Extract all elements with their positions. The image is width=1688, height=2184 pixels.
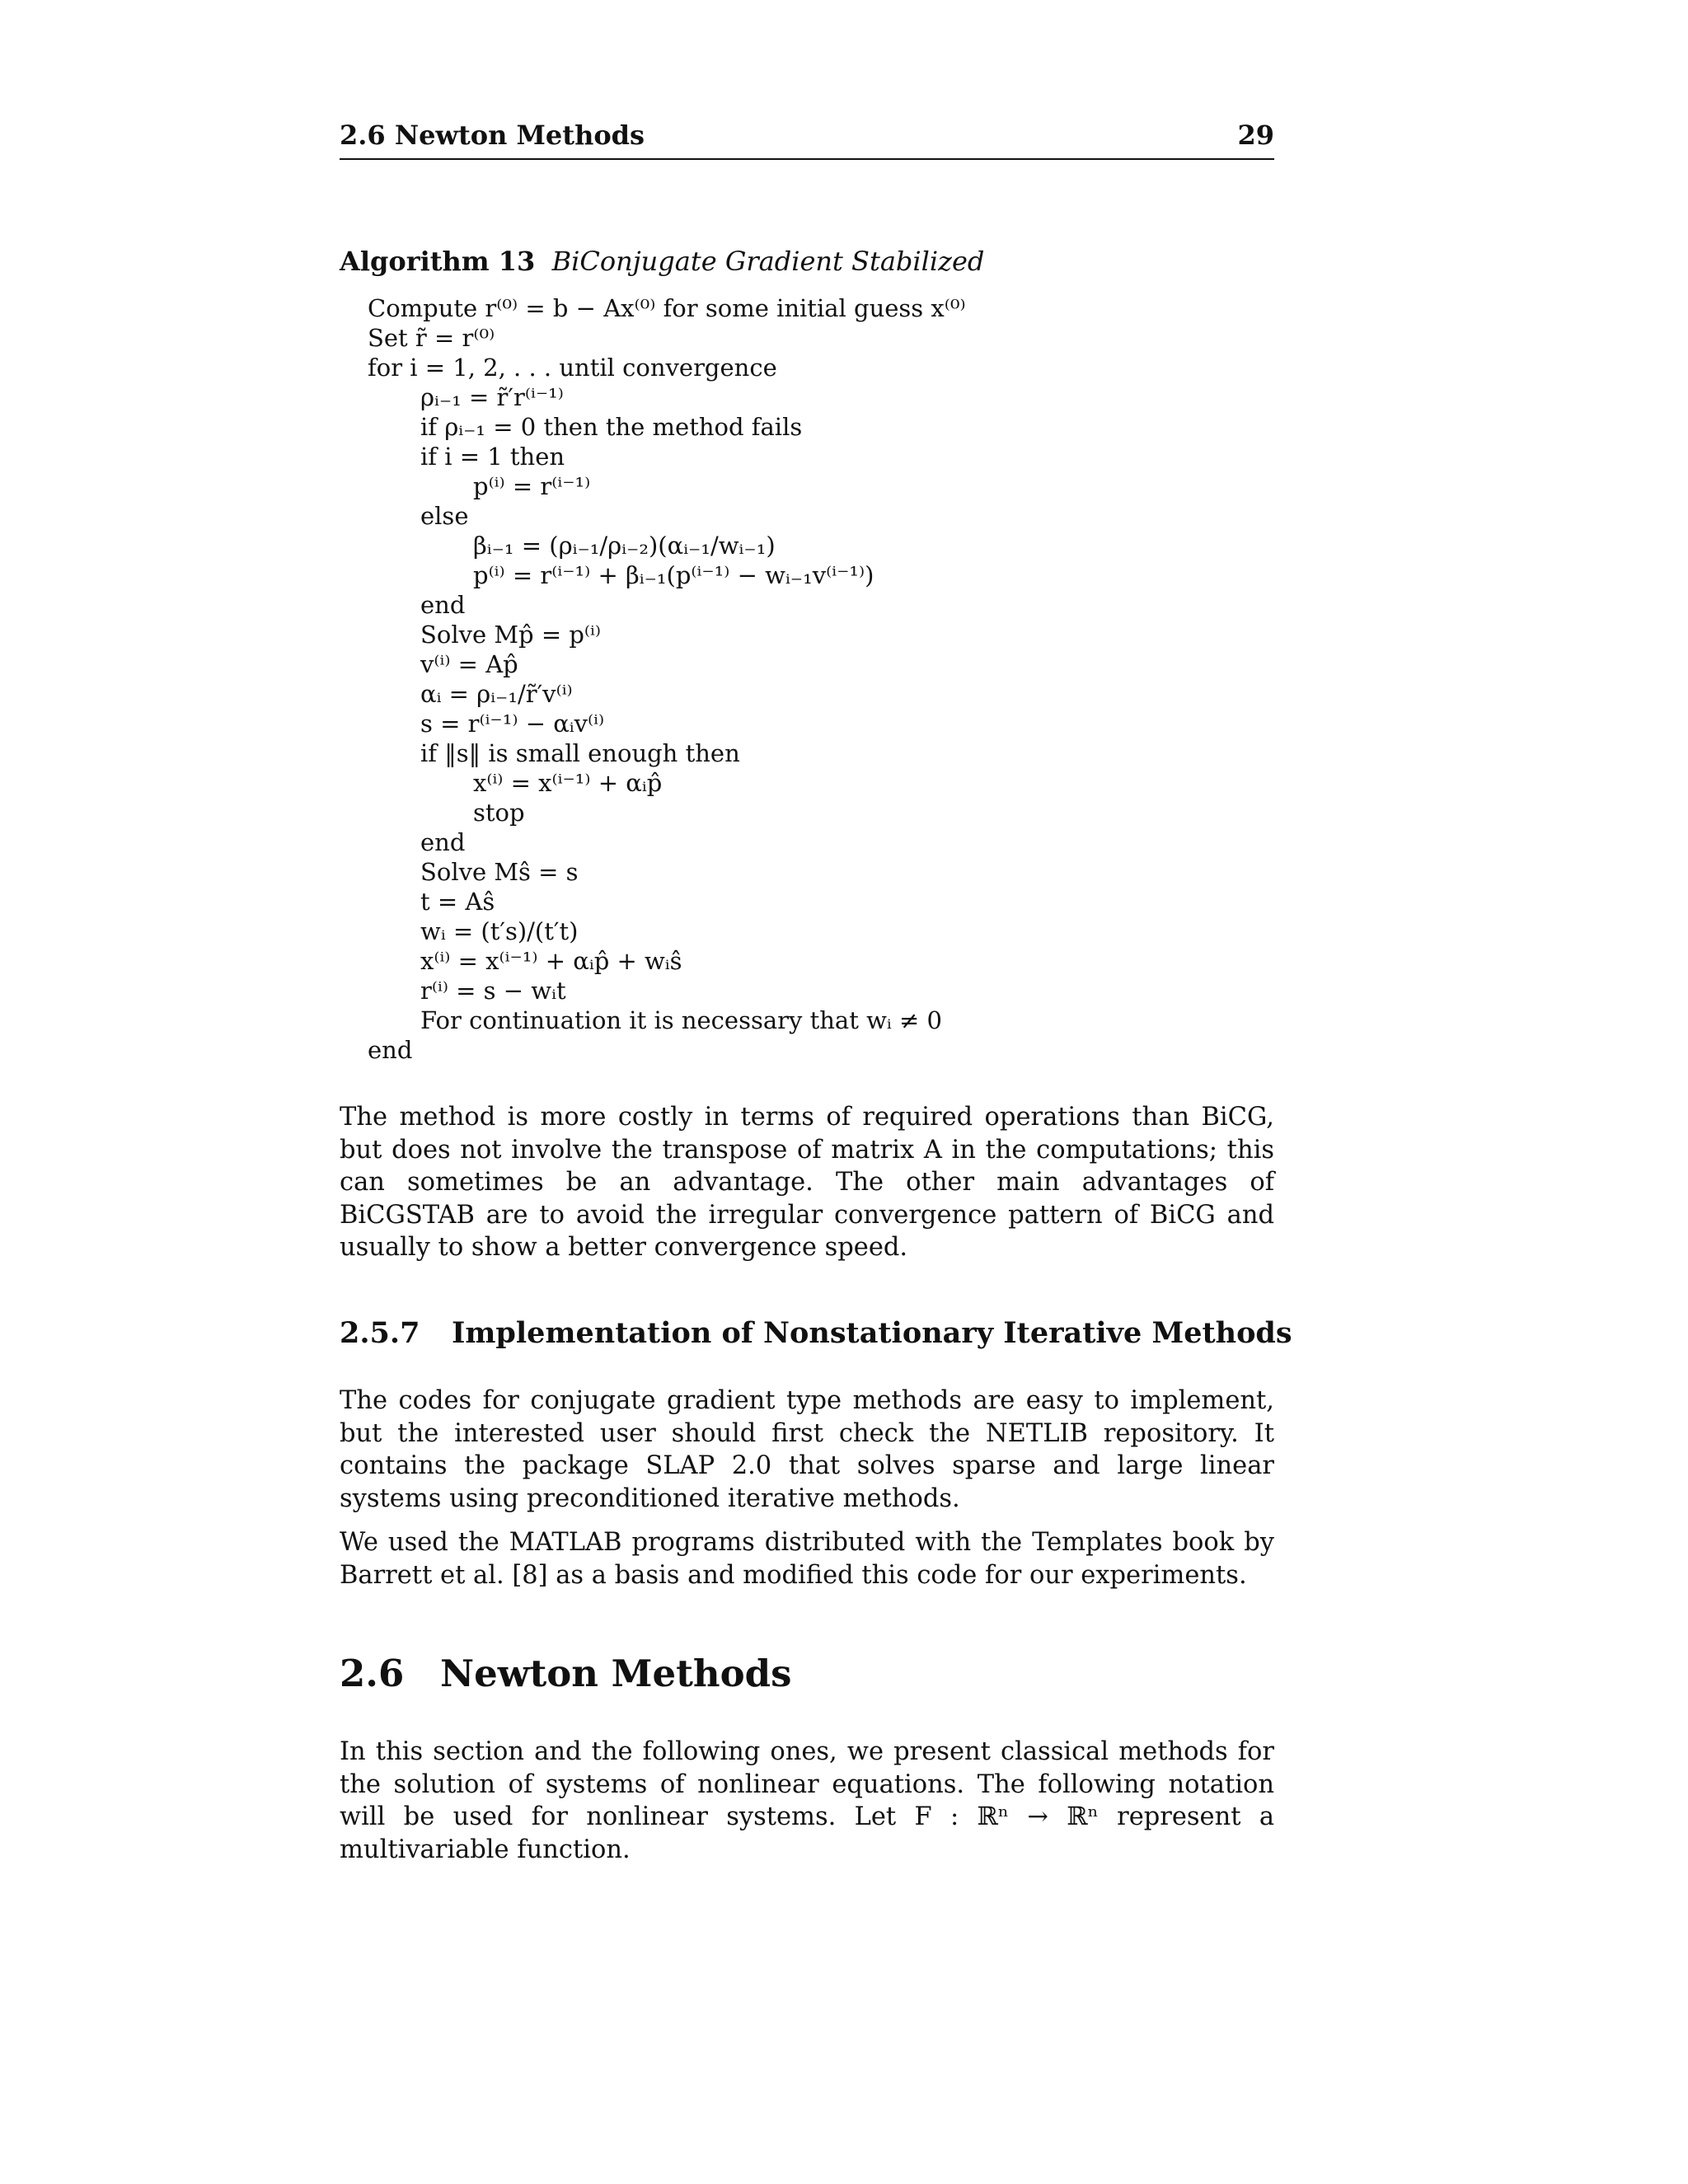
algorithm-line: ρᵢ₋₁ = r̃′r⁽ⁱ⁻¹⁾ <box>420 383 564 411</box>
algorithm-line: v⁽ⁱ⁾ = Ap̂ <box>420 650 518 678</box>
algorithm-line: else <box>420 502 469 530</box>
algorithm-line: x⁽ⁱ⁾ = x⁽ⁱ⁻¹⁾ + αᵢp̂ + wᵢŝ <box>420 947 682 975</box>
algorithm-line: Solve Mp̂ = p⁽ⁱ⁾ <box>420 621 602 649</box>
subsection-title: Implementation of Nonstationary Iterative Methods <box>452 1316 1292 1350</box>
subsection-heading <box>340 1314 1292 1353</box>
algorithm-line: end <box>368 1036 413 1064</box>
algorithm-label: Algorithm 13 <box>340 246 536 277</box>
algorithm-line: p⁽ⁱ⁾ = r⁽ⁱ⁻¹⁾ <box>473 472 591 500</box>
section-number: 2.6 <box>340 1652 405 1695</box>
algorithm-line: x⁽ⁱ⁾ = x⁽ⁱ⁻¹⁾ + αᵢp̂ <box>473 769 663 797</box>
algorithm-name: BiConjugate Gradient Stabilized <box>551 246 985 277</box>
section-title: Newton Methods <box>440 1652 792 1695</box>
algorithm-caption <box>340 243 984 279</box>
algorithm-line: Compute r⁽⁰⁾ = b − Ax⁽⁰⁾ for some initial guess x⁽⁰⁾ <box>368 294 966 322</box>
running-header <box>340 117 1274 160</box>
algorithm-line: stop <box>473 799 525 827</box>
subsection-number: 2.5.7 <box>340 1316 420 1350</box>
section-heading <box>340 1650 791 1698</box>
algorithm-line: end <box>420 828 466 856</box>
algorithm-line: βᵢ₋₁ = (ρᵢ₋₁/ρᵢ₋₂)(αᵢ₋₁/wᵢ₋₁) <box>473 532 776 560</box>
algorithm-line: if i = 1 then <box>420 443 565 471</box>
algorithm-line: s = r⁽ⁱ⁻¹⁾ − αᵢv⁽ⁱ⁾ <box>420 710 605 738</box>
algorithm-line: αᵢ = ρᵢ₋₁/r̃′v⁽ⁱ⁾ <box>420 680 573 708</box>
algorithm-line: wᵢ = (t′s)/(t′t) <box>420 917 579 945</box>
algorithm-line: if ρᵢ₋₁ = 0 then the method fails <box>420 413 803 441</box>
page-number: 29 <box>1237 120 1274 151</box>
body-paragraph: The method is more costly in terms of required operations than BiCG, but does not involve the transpose of matrix A in the computations; this can sometimes be an advantage. The other main advantages of BiCGSTAB are to avoid the irregular convergence pattern of BiCG and usually to show a better convergence speed. <box>340 1103 1274 1262</box>
body-paragraph: In this section and the following ones, we present classical methods for the solution of systems of nonlinear equations. The following notation will be used for nonlinear systems. Let F : ℝⁿ → ℝⁿ represent a multivariable function. <box>340 1737 1274 1864</box>
body-paragraph: We used the MATLAB programs distributed with the Templates book by Barrett et al. [8] as a basis and modified this code for our experiments. <box>340 1528 1274 1590</box>
algorithm-line: Solve Mŝ = s <box>420 858 579 886</box>
body-paragraph: The codes for conjugate gradient type methods are easy to implement, but the interested user should first check the NETLIB repository. It contains the package SLAP 2.0 that solves sparse and large linear systems using preconditioned iterative methods. <box>340 1386 1274 1513</box>
algorithm-line: r⁽ⁱ⁾ = s − wᵢt <box>420 977 566 1005</box>
algorithm-line: t = Aŝ <box>420 888 495 916</box>
running-header-title: 2.6 Newton Methods <box>340 120 645 151</box>
algorithm-line: Set r̃ = r⁽⁰⁾ <box>368 324 495 352</box>
algorithm-line: for i = 1, 2, . . . until convergence <box>368 354 777 382</box>
algorithm-line: if ‖s‖ is small enough then <box>420 739 740 767</box>
algorithm-line: For continuation it is necessary that wᵢ ≠ 0 <box>420 1006 942 1034</box>
algorithm-line: end <box>420 591 466 619</box>
algorithm-line: p⁽ⁱ⁾ = r⁽ⁱ⁻¹⁾ + βᵢ₋₁(p⁽ⁱ⁻¹⁾ − wᵢ₋₁v⁽ⁱ⁻¹⁾) <box>473 561 874 589</box>
